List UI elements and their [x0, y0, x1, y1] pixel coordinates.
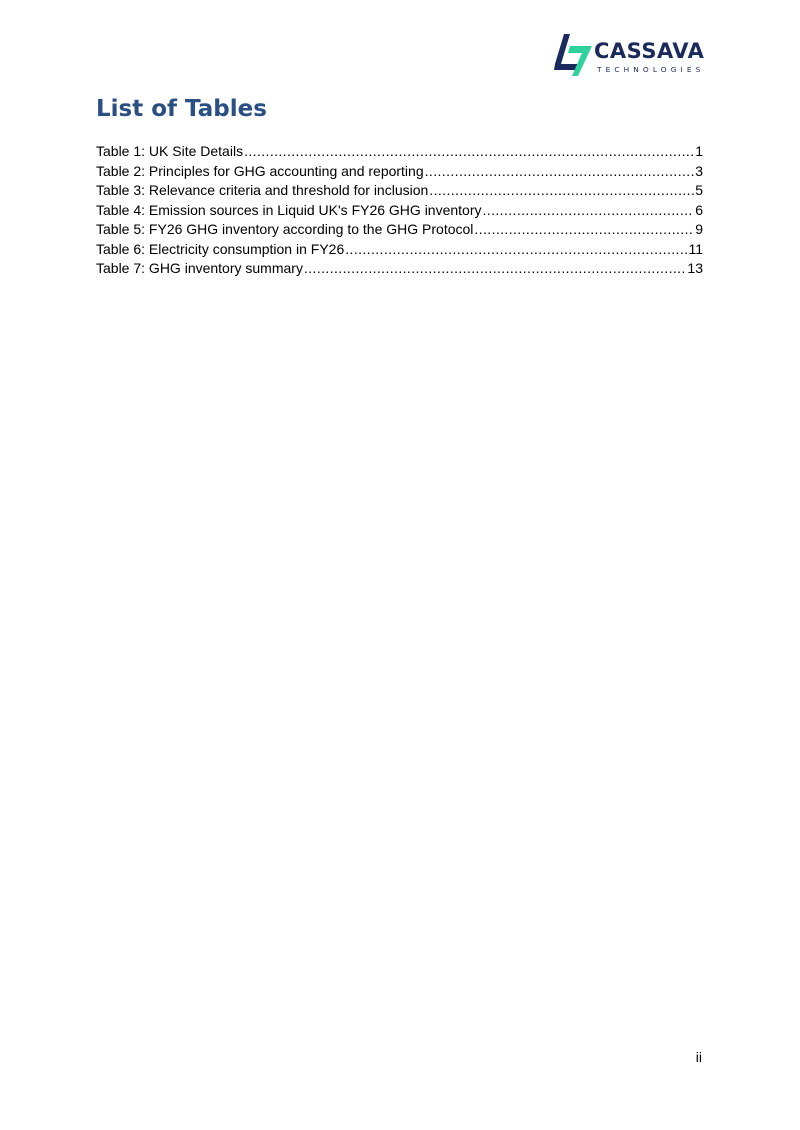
- toc-entry-label: Table 4: Emission sources in Liquid UK's FY26 GHG inventory: [96, 201, 482, 218]
- toc-entry-table-4[interactable]: [96, 201, 703, 221]
- list-of-tables: [96, 142, 703, 279]
- logo-wordmark: CASSAVA: [594, 39, 705, 63]
- toc-entry-page: 11: [688, 240, 703, 257]
- dot-leader: [483, 201, 695, 221]
- dot-leader: [244, 142, 694, 162]
- toc-entry-page: 6: [695, 201, 703, 218]
- cassava-logo-icon: [554, 34, 594, 78]
- page-number: ii: [695, 1049, 702, 1065]
- toc-entry-table-6[interactable]: [96, 240, 703, 260]
- toc-entry-table-2[interactable]: [96, 162, 703, 182]
- company-logo: [554, 34, 706, 78]
- logo-subtitle: TECHNOLOGIES: [597, 65, 705, 74]
- dot-leader: [345, 240, 687, 260]
- page-title: List of Tables: [96, 96, 267, 122]
- toc-entry-label: Table 7: GHG inventory summary: [96, 260, 303, 276]
- toc-entry-table-5[interactable]: [96, 220, 703, 240]
- toc-entry-label: Table 5: FY26 GHG inventory according to the GHG Protocol: [96, 221, 474, 237]
- toc-entry-table-1[interactable]: [96, 142, 703, 162]
- toc-entry-label: Table 2: Principles for GHG accounting and reporting: [96, 162, 424, 179]
- toc-entry-page: 1: [695, 143, 703, 159]
- toc-entry-label: Table 3: Relevance criteria and threshold for inclusion: [96, 182, 429, 198]
- toc-entry-page: 9: [695, 221, 703, 237]
- toc-entry-page: 3: [695, 162, 703, 179]
- dot-leader: [429, 181, 694, 201]
- toc-entry-label: Table 6: Electricity consumption in FY26: [96, 240, 345, 257]
- toc-entry-label: Table 1: UK Site Details: [96, 143, 244, 159]
- dot-leader: [304, 259, 686, 279]
- toc-entry-table-3[interactable]: [96, 181, 703, 201]
- dot-leader: [474, 220, 694, 240]
- toc-entry-page: 13: [687, 260, 703, 276]
- dot-leader: [425, 162, 695, 182]
- toc-entry-page: 5: [695, 182, 703, 198]
- toc-entry-table-7[interactable]: [96, 259, 703, 279]
